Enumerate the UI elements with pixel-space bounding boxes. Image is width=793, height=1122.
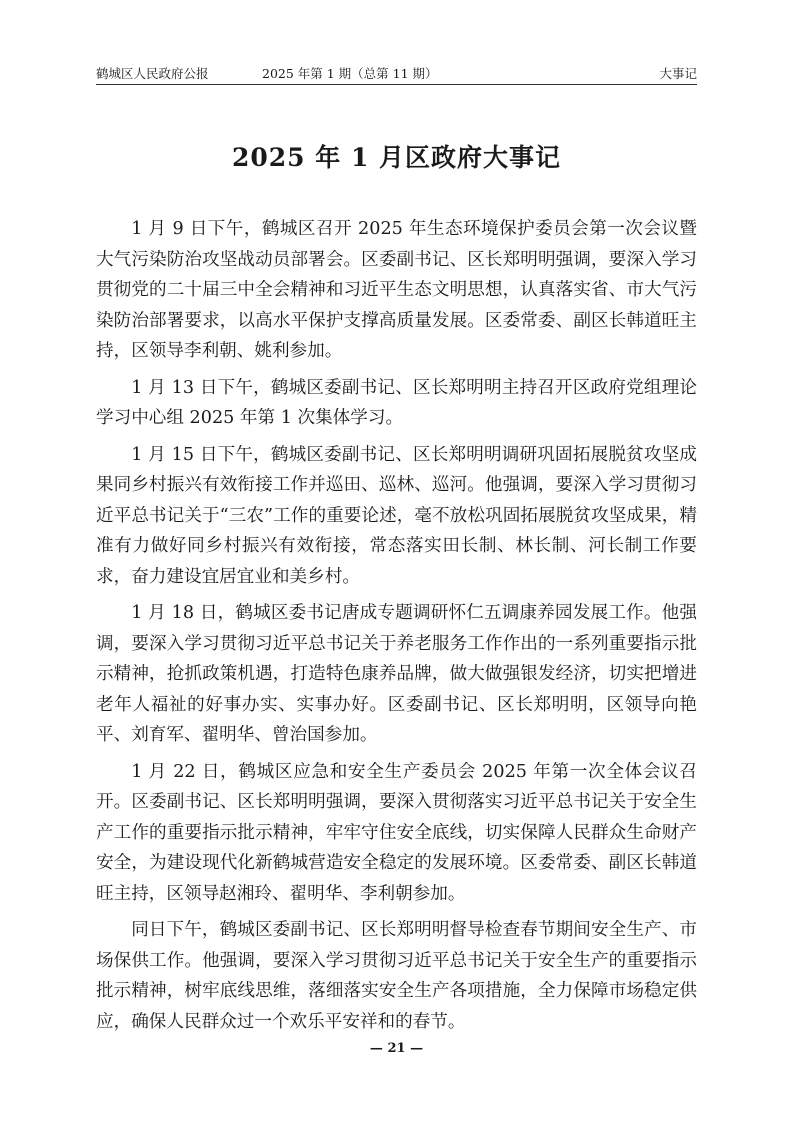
header-issue: 2025 年第 1 期（总第 11 期）: [262, 66, 438, 81]
page-number: — 21 —: [369, 1041, 424, 1056]
running-header: [96, 64, 697, 84]
chronicle-entry: 1 月 22 日，鹤城区应急和安全生产委员会 2025 年第一次全体会议召开。区委副书记、区长郑明明强调，要深入贯彻落实习近平总书记关于安全生产工作的重要指示批示精神，牢牢守住安全底线，切实保障人民群众生命财产安全，为建设现代化新鹤城营造安全稳定的发展环境。区委常委、副区长韩道旺主持，区领导赵湘玲、翟明华、李利朝参加。: [96, 761, 697, 904]
chronicle-entry: 1 月 18 日，鹤城区委书记唐成专题调研怀仁五调康养园发展工作。他强调，要深入学习贯彻习近平总书记关于养老服务工作作出的一系列重要指示批示精神，抢抓政策机遇，打造特色康养品牌，做大做强银发经济，切实把增进老年人福祉的好事办实、实事办好。区委副书记、区长郑明明，区领导向艳平、刘育军、翟明华、曾治国参加。: [96, 603, 697, 745]
chronicle-body: [96, 214, 697, 1036]
chronicle-entry: 1 月 9 日下午，鹤城区召开 2025 年生态环境保护委员会第一次会议暨大气污染防治攻坚战动员部署会。区委副书记、区长郑明明强调，要深入学习贯彻党的二十届三中全会精神和习近平生态文明思想，认真落实省、市大气污染防治部署要求，以高水平保护支撑高质量发展。区委常委、副区长韩道旺主持，区领导李利朝、姚利参加。: [96, 219, 697, 361]
header-publication: 鹤城区人民政府公报: [96, 66, 209, 81]
chronicle-entry: 1 月 13 日下午，鹤城区委副书记、区长郑明明主持召开区政府党组理论学习中心组 2025 年第 1 次集体学习。: [96, 377, 697, 428]
header-rule: [96, 84, 697, 85]
header-section: 大事记: [659, 66, 697, 81]
page-title: 2025 年 1 月区政府大事记: [231, 143, 562, 172]
chronicle-entry: 同日下午，鹤城区委副书记、区长郑明明督导检查春节期间安全生产、市场保供工作。他强调，要深入学习贯彻习近平总书记关于安全生产的重要指示批示精神，树牢底线思维，落细落实安全生产各项措施，全力保障市场稳定供应，确保人民群众过一个欢乐平安祥和的春节。: [96, 920, 697, 1032]
chronicle-entry: 1 月 15 日下午，鹤城区委副书记、区长郑明明调研巩固拓展脱贫攻坚成果同乡村振兴有效衔接工作并巡田、巡林、巡河。他强调，要深入学习贯彻习近平总书记关于“三农”工作的重要论述，毫不放松巩固拓展脱贫攻坚成果，精准有力做好同乡村振兴有效衔接，常态落实田长制、林长制、河长制工作要求，奋力建设宜居宜业和美乡村。: [96, 444, 697, 587]
